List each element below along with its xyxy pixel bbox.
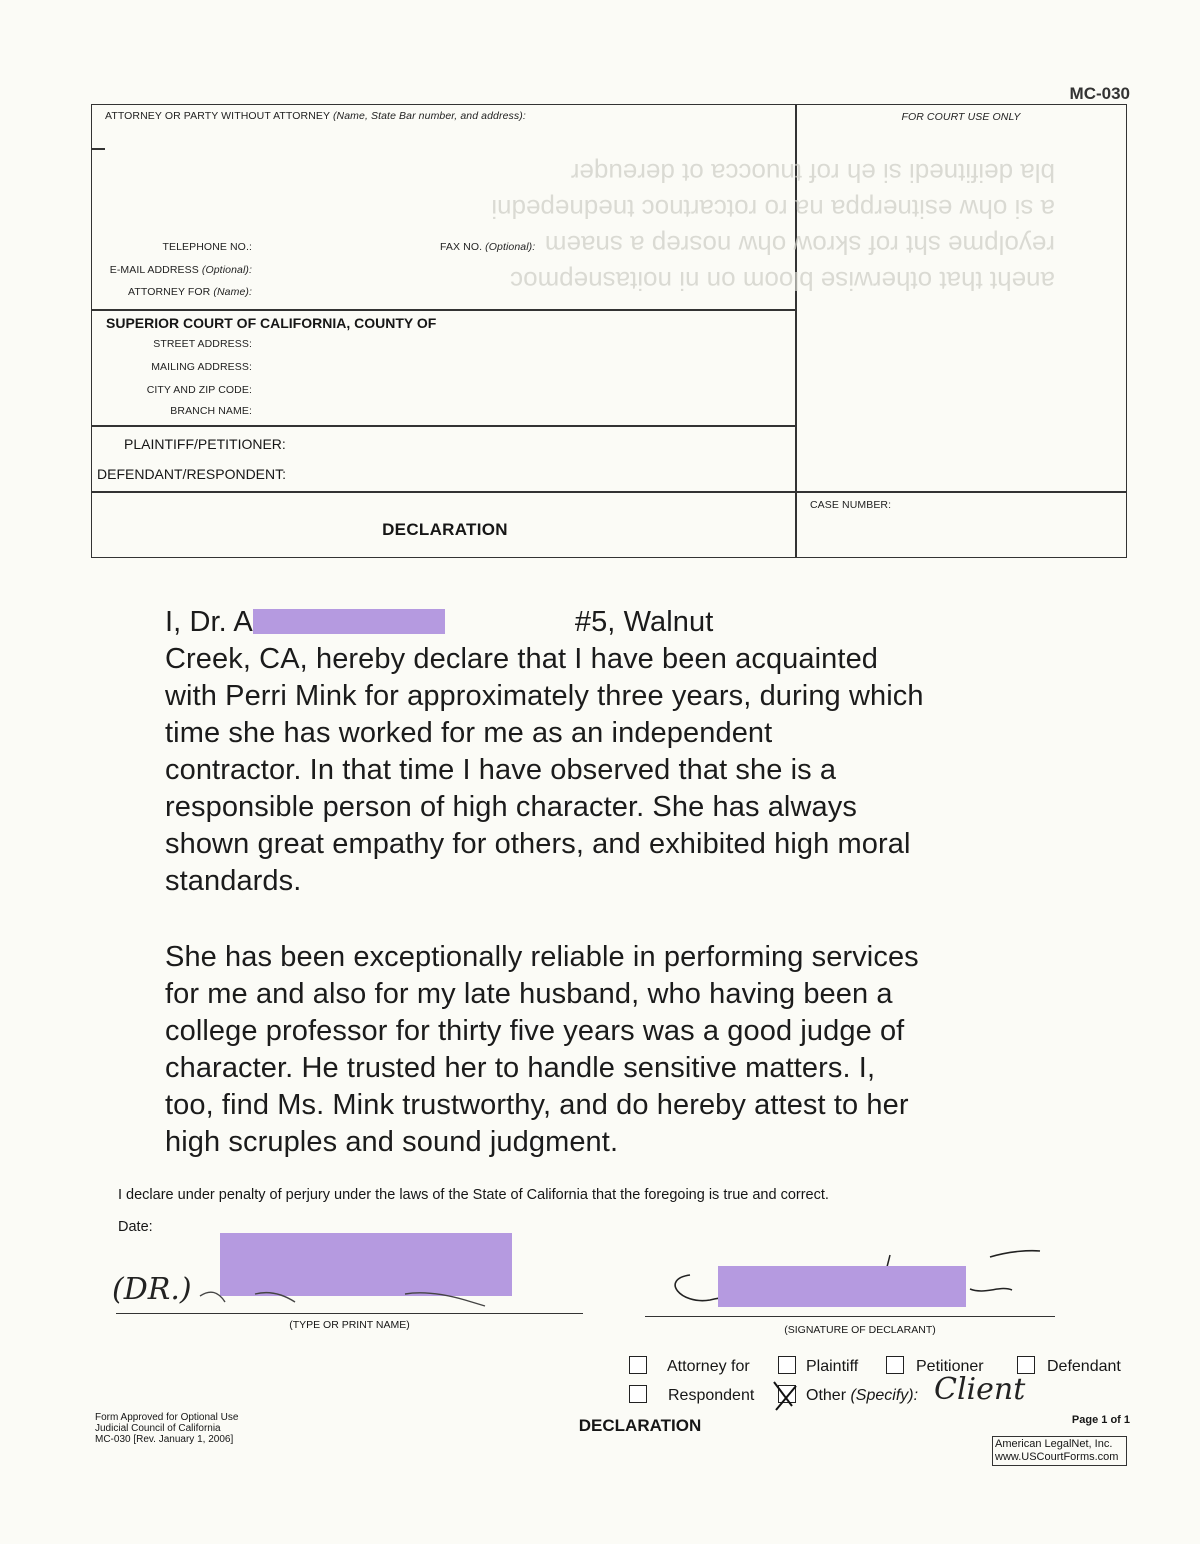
street-address-label: STREET ADDRESS: — [153, 338, 252, 350]
court-use-label: FOR COURT USE ONLY — [901, 111, 1021, 123]
checkbox-other-label: Other (Specify): — [806, 1387, 919, 1404]
redaction-address — [253, 609, 445, 634]
caption-divider-vertical — [795, 104, 797, 558]
checkbox-respondent[interactable] — [629, 1385, 647, 1403]
print-name-line — [116, 1313, 583, 1314]
caption-tick — [91, 148, 105, 150]
checkbox-petitioner-label: Petitioner — [916, 1358, 984, 1375]
checkbox-respondent-label: Respondent — [668, 1387, 755, 1404]
paragraph-line: with Perri Mink for approximately three years, during which — [165, 680, 924, 712]
plaintiff-label: PLAINTIFF/PETITIONER: — [124, 436, 286, 452]
paragraph-line: time she has worked for me as an independent — [165, 717, 773, 749]
mailing-address-label: MAILING ADDRESS: — [151, 361, 252, 373]
declaration-paragraph-2 — [165, 939, 1065, 1161]
fax-label: FAX NO. (Optional): — [440, 241, 536, 253]
paragraph-line: responsible person of high character. She has always — [165, 791, 857, 823]
paragraph-line: character. He trusted her to handle sensitive matters. I, — [165, 1052, 876, 1084]
caption-divider-court — [91, 309, 796, 311]
email-label: E-MAIL ADDRESS (Optional): — [109, 264, 252, 276]
attorney-for-label: ATTORNEY FOR (Name): — [128, 286, 252, 298]
telephone-label: TELEPHONE NO.: — [162, 241, 252, 253]
paragraph-line: standards. — [165, 865, 302, 897]
signature-caption: (SIGNATURE OF DECLARANT) — [784, 1324, 936, 1336]
paragraph-line: high scruples and sound judgment. — [165, 1126, 619, 1158]
print-name-caption: (TYPE OR PRINT NAME) — [289, 1319, 410, 1331]
page-number: Page 1 of 1 — [1071, 1414, 1130, 1426]
paragraph-line: college professor for thirty five years was a good judge of — [165, 1015, 905, 1047]
caption-divider-parties — [91, 425, 796, 427]
signature-line — [645, 1316, 1055, 1317]
case-number-label: CASE NUMBER: — [810, 499, 892, 511]
caption-frame — [91, 104, 1127, 558]
handwritten-name-prefix: (DR.) — [112, 1272, 192, 1307]
checkbox-defendant-label: Defendant — [1047, 1358, 1121, 1375]
redaction-signature — [718, 1266, 966, 1307]
branch-name-label: BRANCH NAME: — [170, 405, 252, 417]
checkbox-plaintiff-label: Plaintiff — [806, 1358, 859, 1375]
other-specify-value: Client — [934, 1372, 1026, 1407]
attorney-label: ATTORNEY OR PARTY WITHOUT ATTORNEY (Name, State Bar number, and address): — [105, 110, 526, 122]
footer-title: DECLARATION — [578, 1416, 702, 1435]
paragraph-line: for me and also for my late husband, who having been a — [165, 978, 893, 1010]
bleed-through-text: aneht that otherwise bloom on ni noitasnepmoc reyolpme sht rof skrow ohw nosrep a snaem a si ohw esitnerppa na ro rotcartnoc tnednepedni bla deifitnedi si eh rof tnuocca ot dereuqer — [491, 158, 1055, 296]
paragraph-line: She has been exceptionally reliable in performing services — [165, 941, 919, 973]
paragraph-line: too, find Ms. Mink trustworthy, and do hereby attest to her — [165, 1089, 909, 1121]
checkbox-petitioner[interactable] — [886, 1356, 904, 1374]
checkbox-attorney-for[interactable] — [629, 1356, 647, 1374]
checkbox-plaintiff[interactable] — [778, 1356, 796, 1374]
city-zip-label: CITY AND ZIP CODE: — [146, 384, 252, 396]
checkbox-other-checkmark — [768, 1378, 804, 1414]
paragraph-1-first-line: I, Dr. A #5, Walnut — [165, 606, 714, 638]
date-label: Date: — [118, 1219, 153, 1235]
paragraph-line: shown great empathy for others, and exhibited high moral — [165, 828, 911, 860]
vendor-box: American LegalNet, Inc. www.USCourtForms.com — [992, 1436, 1127, 1466]
defendant-label: DEFENDANT/RESPONDENT: — [97, 466, 287, 482]
footer-approval: Form Approved for Optional Use Judicial Council of California MC-030 [Rev. January 1, 2006] — [95, 1412, 239, 1445]
caption-divider-title — [91, 491, 1127, 493]
perjury-statement: I declare under penalty of perjury under the laws of the State of California that the foregoing is true and correct. — [118, 1187, 829, 1203]
court-title: SUPERIOR COURT OF CALIFORNIA, COUNTY OF — [106, 315, 437, 331]
declaration-title: DECLARATION — [382, 520, 508, 539]
handwriting-name-residue — [195, 1284, 515, 1310]
checkbox-attorney-for-label: Attorney for — [667, 1358, 750, 1375]
paragraph-line: Creek, CA, hereby declare that I have been acquainted — [165, 643, 879, 675]
declaration-paragraph-1 — [165, 604, 1065, 900]
form-id: MC-030 — [1069, 84, 1130, 103]
paragraph-line: contractor. In that time I have observed that she is a — [165, 754, 837, 786]
